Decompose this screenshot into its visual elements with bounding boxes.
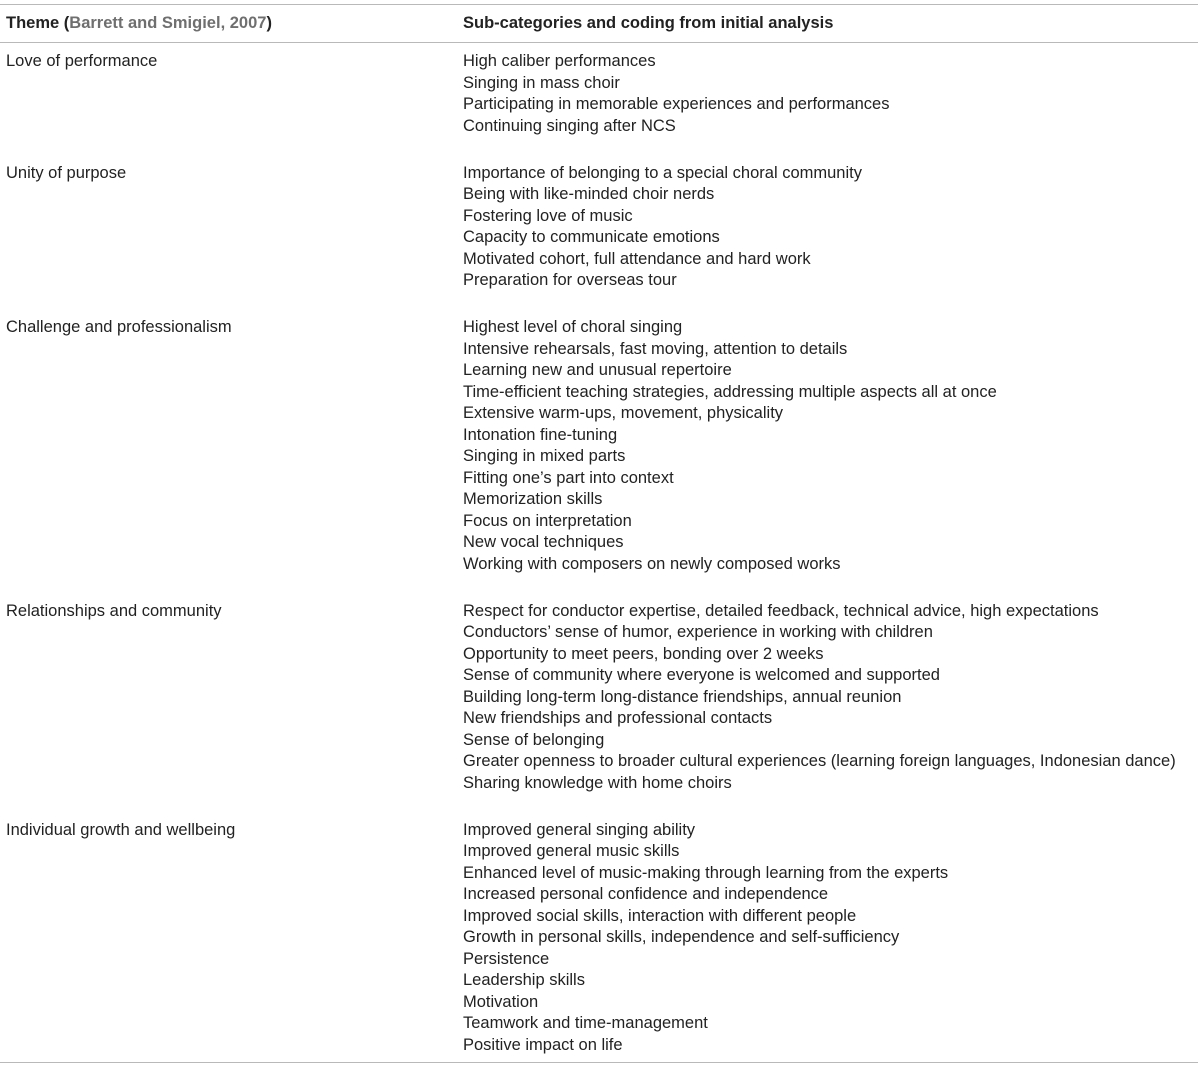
theme-header-label: Theme	[6, 14, 60, 32]
table-row	[0, 51, 1198, 137]
subcategory-item: Increased personal confidence and independence	[463, 885, 829, 903]
subcategory-item: Motivated cohort, full attendance and hard work	[463, 249, 811, 268]
subcategory-item: Extensive warm-ups, movement, physicality	[463, 404, 784, 422]
subcategory-item: Improved general music skills	[463, 842, 680, 860]
subcategory-item: Working with composers on newly composed works	[463, 554, 841, 573]
subcategory-item: Fostering love of music	[463, 206, 633, 225]
subcategory-item: Greater openness to broader cultural experiences (learning foreign languages, Indonesian dance)	[463, 752, 1176, 770]
subcategory-item: New friendships and professional contacts	[463, 709, 773, 727]
theme-cell: Love of performance	[6, 52, 158, 70]
theme-column-header	[0, 14, 463, 33]
subcategory-item: Importance of belonging to a special choral community	[463, 163, 862, 182]
subcategory-item: Intensive rehearsals, fast moving, attention to details	[463, 339, 848, 358]
subcategory-item: Memorization skills	[463, 490, 603, 508]
subcategory-item: Preparation for overseas tour	[463, 271, 677, 289]
subcategory-item: Sharing knowledge with home choirs	[463, 773, 732, 792]
subcategories-cell	[463, 51, 1198, 137]
subcategory-item: Leadership skills	[463, 971, 585, 989]
subcategories-cell	[463, 317, 1198, 575]
subcategories-cell	[463, 601, 1198, 795]
subcategory-item: Time-efficient teaching strategies, addressing multiple aspects all at once	[463, 382, 997, 401]
table-header	[0, 5, 1198, 43]
subcategory-item: Highest level of choral singing	[463, 318, 683, 336]
table-body	[0, 43, 1198, 1062]
theme-cell: Individual growth and wellbeing	[6, 820, 236, 839]
subcategory-item: Enhanced level of music-making through learning from the experts	[463, 863, 949, 882]
theme-header-open-paren: (	[59, 14, 70, 32]
subcategory-item: Participating in memorable experiences and performances	[463, 95, 890, 113]
subcategory-item: Teamwork and time-management	[463, 1014, 708, 1032]
subcategory-item: Sense of belonging	[463, 730, 605, 749]
theme-header-close-paren: )	[266, 14, 272, 32]
table-row	[0, 317, 1198, 575]
subcategory-item: Growth in personal skills, independence and self-sufficiency	[463, 928, 900, 946]
table-row	[0, 163, 1198, 292]
theme-cell: Relationships and community	[6, 601, 222, 620]
subcategories-cell	[463, 820, 1198, 1057]
citation-link[interactable]: Barrett and Smigiel, 2007	[69, 14, 267, 32]
subcategory-item: Improved general singing ability	[463, 820, 696, 839]
subcategory-item: Improved social skills, interaction with different people	[463, 906, 857, 925]
table-row	[0, 820, 1198, 1057]
subcategory-item: Persistence	[463, 949, 550, 968]
subcategory-item: Singing in mixed parts	[463, 447, 626, 465]
subcategory-item: Continuing singing after NCS	[463, 116, 676, 135]
themes-table	[0, 4, 1198, 1063]
subcategories-cell	[463, 163, 1198, 292]
subcategory-item: New vocal techniques	[463, 533, 624, 551]
subcategory-item: Sense of community where everyone is welcomed and supported	[463, 666, 940, 684]
subcategory-item: Singing in mass choir	[463, 73, 620, 92]
subcategory-item: Building long-term long-distance friendships, annual reunion	[463, 687, 902, 706]
subcategory-item: Opportunity to meet peers, bonding over 2 weeks	[463, 644, 824, 663]
table-row	[0, 601, 1198, 795]
subcategory-item: Conductors’ sense of humor, experience in working with children	[463, 623, 933, 641]
theme-cell: Challenge and professionalism	[6, 318, 232, 336]
subcategories-column-header: Sub-categories and coding from initial analysis	[463, 14, 834, 32]
subcategory-item: Being with like-minded choir nerds	[463, 185, 715, 203]
subcategory-item: Motivation	[463, 992, 539, 1011]
subcategory-item: Intonation fine-tuning	[463, 425, 618, 444]
subcategory-item: Respect for conductor expertise, detailed feedback, technical advice, high expectations	[463, 601, 1099, 620]
subcategory-item: Capacity to communicate emotions	[463, 228, 720, 246]
subcategory-item: High caliber performances	[463, 52, 656, 70]
subcategory-item: Focus on interpretation	[463, 511, 632, 530]
theme-cell: Unity of purpose	[6, 163, 127, 182]
subcategory-item: Positive impact on life	[463, 1035, 623, 1054]
subcategory-item: Learning new and unusual repertoire	[463, 361, 732, 379]
subcategory-item: Fitting one’s part into context	[463, 468, 674, 487]
